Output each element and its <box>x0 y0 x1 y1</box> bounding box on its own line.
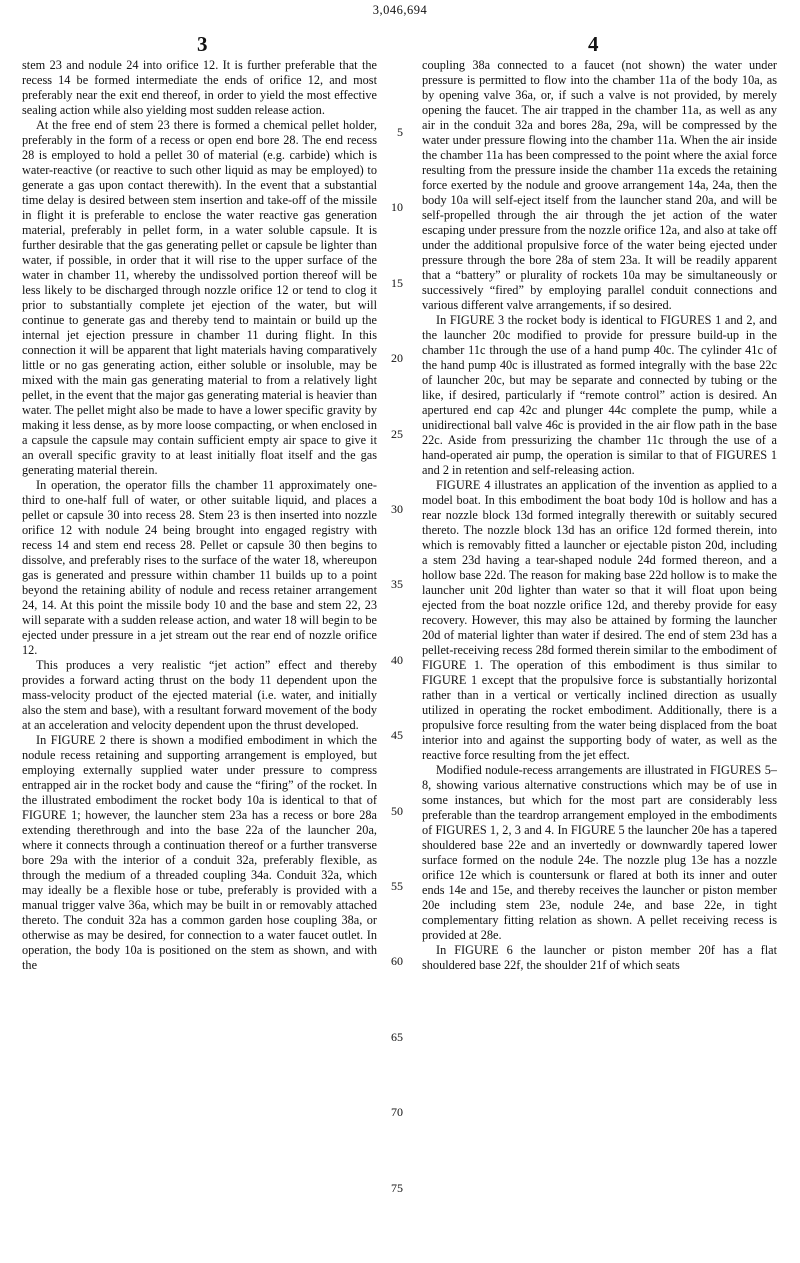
paragraph: In FIGURE 2 there is shown a modified embodiment in which the nodule recess retaining and supporting arrangement is employed, but employing externally supplied water under pressure to compress entrapped air in the rocket body and cause the “firing” of the rocket. In the illustrated embodiment the rocket body 10a is identical to that of FIGURE 1; however, the launcher stem 23a has a recess or bore 28a extending therethrough and into the base 22a of the launcher 20a, where it connects through a continuation thereof or a further transverse bore 29a with the interior of a conduit 32a, preferably flexible, as through the medium of a threaded coupling 34a. Conduit 32a, which may ideally be a flexible hose or tube, preferably is provided with a manual trigger valve 36a, which may be built in or removably attached thereto. The conduit 32a has a common garden hose coupling 38a, or otherwise as may be desired, for connection to a water faucet outlet. In operation, the body 10a is positioned on the stem as shown, and with the <box>22 733 377 972</box>
paragraph: In FIGURE 3 the rocket body is identical to FIGURES 1 and 2, and the launcher 20c modified to provide for pressure build-up in the chamber 11c through the use of a hand pump 40c. The cylinder 41c of the hand pump 40c is illustrated as formed integrally with the base 22c of launcher 20c, but may be separate and connected by tubing or the like, if desired, particularly if “remote control” action is desired. An apertured end cap 42c and plunger 44c complete the pump, while a unidirectional ball valve 46c is provided in the air flow path in the base 22c. Aside from pressurizing the chamber 11c through the use of a hand-operated air pump, the operation is similar to that of FIGURES 1 and 2 in retention and self-releasing action. <box>422 313 777 477</box>
patent-number: 3,046,694 <box>372 3 428 17</box>
paragraph: In operation, the operator fills the chamber 11 approximately one-third to one-half full of water, or other suitable liquid, and places a pellet or capsule 30 into recess 28. Stem 23 is then inserted into nozzle orifice 12 with nodule 24 being brought into engaged registry with recess 14 and stem end recess 28. Pellet or capsule 30 then begins to dissolve, and preferably rises to the surface of the water 18, whereupon gas is generated and pressure within chamber 11 builds up to a point beyond the retaining ability of nodule and recess retainer arrangement 24, 14. At this point the missile body 10 and the base and stem 22, 23 will separate with a sudden release action, and water 18 will begin to be ejected under pressure in a jet stream out the rear end of nozzle orifice 12. <box>22 478 377 657</box>
paragraph: In FIGURE 6 the launcher or piston member 20f has a flat shouldered base 22f, the shoulder 21f of which seats <box>422 943 777 972</box>
left-column <box>22 58 377 1258</box>
line-number: 65 <box>391 1029 403 1044</box>
line-number: 15 <box>391 275 403 290</box>
paragraph: coupling 38a connected to a faucet (not shown) the water under pressure is permitted to flow into the chamber 11a of the body 10a, as by opening valve 36a, or, if such a valve is not provided, by merely opening the faucet. The air trapped in the chamber 11a, as well as any air in the conduit 32a and bores 28a, 29a, will be compressed by the water under pressure flowing into the chamber 11a. When the air inside the chamber 11a has been compressed to the point where the axial force resulting from the pressure inside the chamber 11a exceds the retaining force exerted by the nodule and groove arrangement 14a, 24a, then the body 10a will self-eject itself from the launcher stand 20a, and will be self-propelled through the air through the jet action of the water escaping under pressure from the nozzle orifice 12a, and also at take off under the additional propulsive force of the water being ejected under pressure through the bore 28a of stem 23a. It will be readily apparent that a “battery” or plurality of rockets 10a may be simultaneously or successively “fired” by employing parallel conduit connections and various different valve arrangements, if so desired. <box>422 58 777 312</box>
right-column <box>422 58 777 1258</box>
right-column-number: 4 <box>588 32 599 56</box>
paragraph: FIGURE 4 illustrates an application of the invention as applied to a model boat. In this embodiment the boat body 10d is hollow and has a rear nozzle block 13d formed integrally therewith or suitably secured thereto. The nozzle block 13d has an orifice 12d formed therein, into which is removably fitted a launcher or ejectable piston 20d, including a stem 23d having a tear-shaped nodule 24d formed thereon, and a hollow base 22d. The reason for making base 22d hollow is to make the launcher unit 20d lighter than water so that it will float upon being ejected from the boat nozzle orifice 12d, and thereby provide for easy recovery. However, this may also be attained by forming the launcher 20d of material lighter than water if desired. The end of stem 23d has a pellet-receiving recess 28d formed therein similar to the embodiment of FIGURE 1. The operation of this embodiment is thus similar to FIGURE 1 except that the propulsive force is substantially horizontal rather than in a vertical or vertically inclined direction as usually utilized in operating the rocket embodiment. Additionally, there is a propulsive force resulting from the water being displaced from the boat interior into and against the supporting body of water, as well as the reactive force resulting from the jet effect. <box>422 478 777 762</box>
line-number: 60 <box>391 954 403 969</box>
left-column-number: 3 <box>197 32 208 56</box>
line-number: 45 <box>391 728 403 743</box>
line-number: 25 <box>391 426 403 441</box>
paragraph: stem 23 and nodule 24 into orifice 12. It is further preferable that the recess 14 be formed intermediate the ends of orifice 12, and most preferably near the exit end thereof, in order to yield the most effective sealing action while also yielding most sudden release action. <box>22 58 377 117</box>
paragraph: At the free end of stem 23 there is formed a chemical pellet holder, preferably in the form of a recess or open end bore 28. The end recess 28 is employed to hold a pellet 30 of material (e.g. carbide) which is water-reactive (or reactive to such other liquid as may be employed) to generate a gas upon contact therewith). In the event that a substantial time delay is desired between stem insertion and take-off of the missile in flight it is preferable to enclose the water reactive gas generation material, preferably in pellet form, in a water soluble capsule. It is further desirable that the gas generating pellet or capsule be lighter than water, if possible, in order that it will rise to the upper surface of the water in chamber 11, whereby the undissolved portion thereof will be less likely to be discharged through nozzle orifice 12 or tend to clog it prior to substantially complete jet ejection of the water, but will continue to generate gas and thereby tend to maintain or build up the internal jet ejection pressure in chamber 11 during flight. In this connection it will be apparent that light materials having comparatively little or no gas generating action, either soluble or insoluble, may be mixed with the main gas generating material to from a relatively light pellet, in the event that the major gas generating material is heavier than water. The pellet might also be made to have a lower specific gravity by making it less dense, as by more loose compacting, or when enclosed in a capsule the capsule may contain sufficient empty air space to give it an overall specific gravity to at least initially float itself and the gas generating material therein. <box>22 118 377 477</box>
paragraph: Modified nodule-recess arrangements are illustrated in FIGURES 5–8, showing various alternative constructions which may be of use in some instances, but which for the most part are considerably less preferable than the teardrop arrangement employed in the embodiments of FIGURES 1, 2, 3 and 4. In FIGURE 5 the launcher 20e has a tapered shouldered base 22e and an invertedly or downwardly tapered lower surface formed on the nodule 24e. The nozzle plug 13e has a nozzle orifice 12e which is countersunk or flared at both its inner and outer ends 14e and 15e, and thereby receives the launcher or piston member 20e including stem 23e, nodule 24e, and base 22e, in tight complementary fitting relation as shown. A pellet receiving recess is provided at 28e. <box>422 763 777 942</box>
line-number: 70 <box>391 1105 403 1120</box>
line-number: 30 <box>391 502 403 516</box>
line-number: 75 <box>391 1180 403 1195</box>
line-number: 50 <box>391 803 403 818</box>
paragraph: This produces a very realistic “jet action” effect and thereby provides a forward acting thrust on the body 11 dependent upon the mass-velocity product of the ejected material (i.e. water, and initially also the stem and base), with a resultant forward movement of the body at an acceleration and velocity dependent upon the thrust developed. <box>22 658 377 732</box>
line-number: 5 <box>397 125 403 139</box>
line-number: 35 <box>391 577 403 592</box>
line-number: 20 <box>391 351 403 366</box>
line-number: 10 <box>391 200 403 215</box>
line-number: 40 <box>391 652 403 667</box>
line-number: 55 <box>391 879 403 893</box>
